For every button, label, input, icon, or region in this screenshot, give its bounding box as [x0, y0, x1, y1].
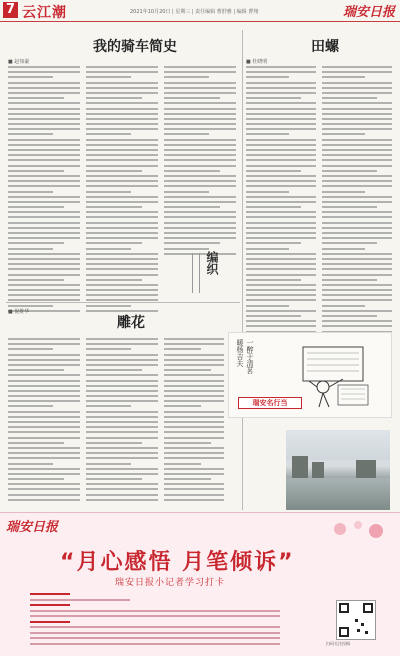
article-body-snail-col2	[322, 66, 392, 336]
qr-code[interactable]	[336, 600, 376, 640]
photo-water	[286, 478, 390, 510]
column-divider	[242, 30, 243, 510]
article-body-carving-col2	[86, 338, 158, 504]
landscape-photo	[286, 430, 390, 510]
section-divider	[6, 302, 240, 303]
editor-note-label: 编织	[205, 251, 219, 275]
article-body-bicycle-col2	[86, 66, 158, 315]
ad-title: “月心感悟 月笔倾诉”	[60, 550, 295, 575]
ad-decoration	[330, 517, 390, 541]
article-body-bicycle-col3	[164, 66, 236, 258]
masthead: 瑞安日报	[342, 5, 395, 20]
article-body-bicycle-col1	[8, 66, 80, 315]
page-header	[0, 0, 400, 22]
article-body-carving-col1	[8, 338, 80, 504]
ad-body	[30, 593, 280, 648]
section-name: 云江潮	[22, 5, 67, 21]
ad-subtitle: 瑞安日报小记者学习打卡	[115, 578, 226, 588]
photo-building	[292, 456, 308, 478]
article-title-bicycle: 我的骑车简史	[93, 39, 177, 55]
article-body-snail-col1	[246, 66, 316, 336]
photo-building	[356, 460, 376, 478]
artwork-inscription: 一醉于清茗	[246, 339, 254, 374]
article-title-carving: 雕花	[117, 315, 145, 331]
byline-snail: ■ 杜晓明	[246, 59, 268, 65]
article-body-carving-col3	[164, 338, 224, 504]
article-title-snail: 田螺	[311, 39, 339, 55]
page-meta: 2021年10月20日 | 星期三 | 责任编辑 曹舒雅 | 编辑 曹翔	[130, 9, 259, 15]
byline-bicycle: ■ 赵如豪	[8, 59, 30, 65]
column-tag: 瑞安名行当	[238, 397, 302, 409]
artwork-signature: 暖杨吉夫	[236, 339, 244, 367]
ad-masthead: 瑞安日报	[6, 520, 59, 535]
photo-building	[312, 462, 324, 478]
page-number: 7	[3, 2, 18, 18]
qr-caption: 扫码关注投稿	[326, 641, 350, 646]
byline-carving: ■ 倪维华	[8, 309, 30, 315]
editor-note	[176, 245, 236, 297]
editor-note-decoration	[192, 253, 200, 293]
